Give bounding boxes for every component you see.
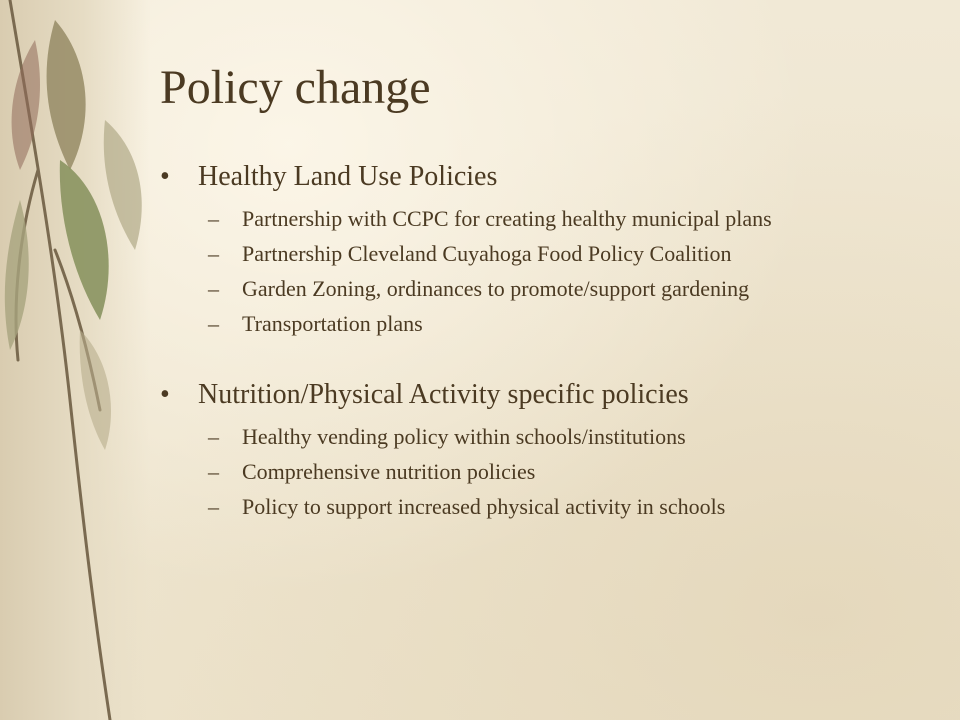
bullet-text: Nutrition/Physical Activity specific policies bbox=[198, 379, 689, 410]
dash-icon: – bbox=[208, 494, 219, 519]
dash-icon: – bbox=[208, 276, 219, 301]
bullet-item bbox=[160, 378, 920, 412]
dash-icon: – bbox=[208, 311, 219, 336]
bullet-text: Healthy Land Use Policies bbox=[198, 161, 498, 192]
sub-bullet-item bbox=[160, 241, 920, 266]
bullet-point-icon: • bbox=[160, 379, 170, 410]
dash-icon: – bbox=[208, 424, 219, 449]
dash-icon: – bbox=[208, 241, 219, 266]
leaf-branch-illustration bbox=[0, 0, 150, 720]
sub-bullet-text: Policy to support increased physical activity in schools bbox=[242, 494, 726, 519]
sub-bullet-text: Partnership with CCPC for creating healthy municipal plans bbox=[242, 206, 772, 231]
sub-bullet-item bbox=[160, 276, 920, 301]
sub-bullet-text: Garden Zoning, ordinances to promote/support gardening bbox=[242, 276, 750, 301]
sub-bullet-item bbox=[160, 206, 920, 231]
sub-bullet-item bbox=[160, 459, 920, 484]
sub-bullet-item bbox=[160, 424, 920, 449]
sub-bullet-item bbox=[160, 311, 920, 336]
dash-icon: – bbox=[208, 459, 219, 484]
sub-bullet-text: Healthy vending policy within schools/institutions bbox=[242, 424, 686, 449]
bullet-list bbox=[160, 160, 920, 519]
sub-bullet-item bbox=[160, 494, 920, 519]
sub-bullet-text: Comprehensive nutrition policies bbox=[242, 459, 536, 484]
sub-bullet-text: Partnership Cleveland Cuyahoga Food Policy Coalition bbox=[242, 241, 732, 266]
dash-icon: – bbox=[208, 206, 219, 231]
slide-title: Policy change bbox=[160, 61, 431, 114]
sub-bullet-text: Transportation plans bbox=[242, 311, 423, 336]
bullet-item bbox=[160, 160, 920, 194]
bullet-point-icon: • bbox=[160, 161, 170, 192]
